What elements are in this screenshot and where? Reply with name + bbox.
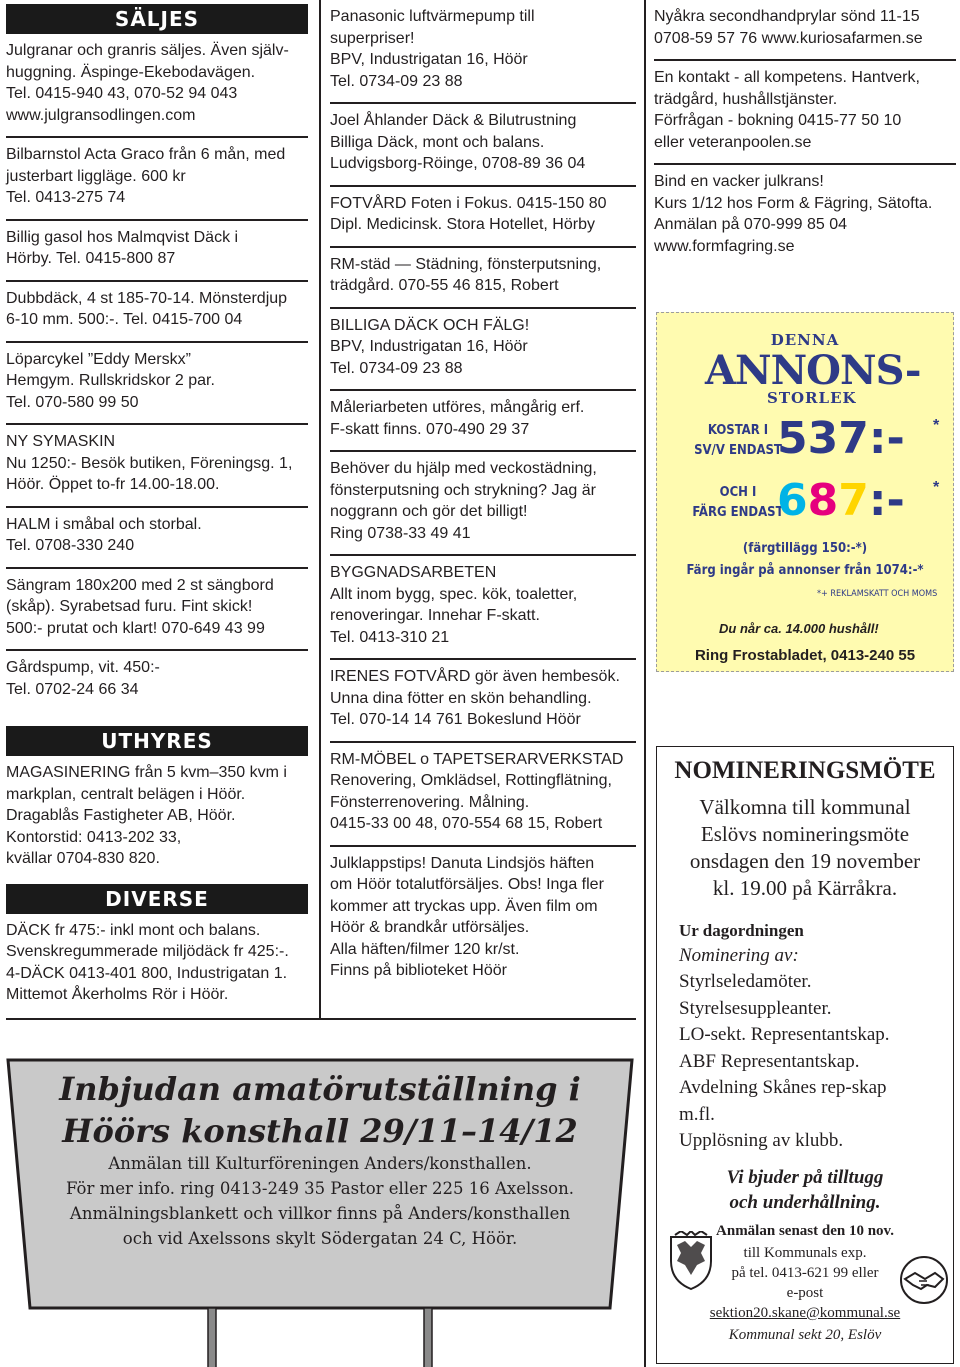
- column-middle: [330, 0, 636, 992]
- ad-text-line: (skåp). Syrabetsad furu. Fint skick!: [6, 598, 253, 615]
- ad-text-line: Tel. 0734-09 23 88: [330, 359, 463, 377]
- price-digit-magenta: 8: [807, 475, 839, 526]
- ad-text-line: Gårdspump, vit. 450:-: [6, 659, 160, 676]
- ad-text-line: RM-MÖBEL o TAPETSERARVERKSTAD: [330, 750, 624, 768]
- ad-text-line: Julgranar och granris säljes. Även själv-: [6, 42, 289, 59]
- bottom-rule-left: [6, 1018, 636, 1020]
- du-nar: Du når ca. 14.000 hushåll!: [719, 621, 879, 636]
- ad-text-line: BILLIGA DÄCK OCH FÄLG!: [330, 316, 530, 334]
- ad-text-line: Dipl. Medicinsk. Stora Hotellet, Hörby: [330, 216, 595, 233]
- fargtillagg: (färgtillägg 150:-*): [742, 541, 868, 556]
- ad-text-line: Svenskregummerade miljödäck fr 425:-.: [6, 943, 289, 960]
- ad-text-line: Panasonic luftvärmepump till: [330, 8, 535, 25]
- ad-text-line: Unna dina fötter en skön behandling.: [330, 689, 592, 707]
- text-line: ABF Representantskap.: [679, 1050, 860, 1072]
- column-divider: [319, 0, 321, 1020]
- classified-ad: [654, 61, 956, 165]
- ad-text-line: 0415-33 00 48, 070-554 68 15, Robert: [330, 815, 603, 832]
- ad-text-line: Alla häften/filmer 120 kr/st.: [330, 940, 520, 958]
- ad-text-line: Julklappstips! Danuta Lindsjös häften: [330, 854, 595, 872]
- price-digit-cyan: 6: [777, 475, 808, 526]
- anmalan-title: Anmälan senast den 10 nov.: [716, 1223, 894, 1239]
- ad-text-line: 4-DÄCK 0413-401 800, Industrigatan 1.: [6, 964, 288, 982]
- classified-ad: [330, 847, 636, 992]
- ad-text-line: Nu 1250:- Besök butiken, Föreningsg. 1,: [6, 454, 293, 472]
- classified-ad: [6, 508, 308, 569]
- ad-text-line: Hemgym. Rullskridskor 2 par.: [6, 372, 215, 389]
- text-line: Upplösning av klubb.: [679, 1130, 844, 1151]
- nominering-title: NOMINERINGSMÖTE: [674, 757, 936, 784]
- ad-text-line: Tel. 070-14 14 761 Bokeslund Höör: [330, 711, 581, 728]
- nominering-footer: Kommunal sekt 20, Eslöv: [728, 1327, 882, 1343]
- ad-text-line: DÄCK fr 475:- inkl mont och balans.: [6, 921, 261, 939]
- ad-text-line: IRENES FOTVÅRD gör även hembesök.: [330, 668, 620, 685]
- advert-size-box: [656, 312, 954, 672]
- annons-denna: DENNA: [770, 331, 840, 349]
- handshake-icon: [897, 1255, 951, 1305]
- price-color: [777, 475, 905, 526]
- ad-text-line: Joel Åhlander Däck & Bilutrustning: [330, 112, 577, 129]
- price-color-star: *: [933, 479, 940, 496]
- ad-text-line: Ring 0738-33 49 41: [330, 524, 471, 542]
- classified-ad: [330, 187, 636, 248]
- ad-text-line: BYGGNADSARBETEN: [330, 564, 497, 581]
- ad-text-line: HALM i småbal och storbal.: [6, 515, 202, 533]
- ad-text-line: Dubbdäck, 4 st 185-70-14. Mönsterdjup: [6, 289, 288, 307]
- ad-text-line: Höör & brandkår utförsäljes.: [330, 919, 530, 936]
- classified-ad: [330, 743, 636, 847]
- text-line: m.fl.: [679, 1103, 715, 1125]
- ad-text-line: markplan, centralt belägen i Höör.: [6, 785, 246, 803]
- ad-text-line: Anmälan på 070-999 85 04: [654, 216, 848, 233]
- text-line: Styrlseledamöter.: [679, 971, 812, 992]
- uthyres-header: UTHYRES: [6, 726, 308, 756]
- classified-ad: [6, 34, 308, 138]
- ad-text-line: Tel. 0734-09 23 88: [330, 72, 463, 90]
- price-bw-star: *: [933, 417, 940, 434]
- text-line: Välkomna till kommunal: [699, 795, 911, 819]
- classified-ad: [330, 0, 636, 104]
- ad-text-line: fönsterputsning och strykning? Jag är: [330, 481, 596, 499]
- kostar-line2: SV/V ENDAST: [694, 443, 782, 458]
- ad-text-line: trädgård. 070-55 46 815, Robert: [330, 277, 559, 294]
- ad-text-line: Finns på biblioteket Höör: [330, 962, 507, 979]
- ad-text-line: Allt inom bygg, spec. kök, toaletter,: [330, 585, 578, 603]
- ad-text-line: Mittemot Åkerholms Rör i Höör.: [6, 986, 229, 1003]
- ad-text-line: noggrann och gör det billigt!: [330, 503, 528, 520]
- ad-text-line: 6-10 mm. 500:-. Tel. 0415-700 04: [6, 311, 243, 328]
- annons-storlek: STORLEK: [767, 389, 857, 407]
- text-line: Vi bjuder på tilltugg: [726, 1167, 884, 1188]
- classified-ad: [330, 104, 636, 187]
- ad-text-line: 500:- prutat och klart! 070-649 43 99: [6, 619, 265, 637]
- text-line: och vid Axelssons skylt Södergatan 24 C, Höör.: [122, 1229, 518, 1248]
- ad-text-line: Tel. 0413-310 21: [330, 628, 450, 646]
- classified-ad: [330, 660, 636, 743]
- sign-title-line1: Inbjudan amatörutställning i: [59, 1070, 581, 1108]
- ad-text-line: Billig gasol hos Malmqvist Däck i: [6, 228, 239, 246]
- text-line: till Kommunals exp.: [743, 1245, 867, 1261]
- ad-text-line: Tel. 0708-330 240: [6, 537, 135, 554]
- ad-text-line: renoveringar. Innehar F-skatt.: [330, 607, 540, 624]
- classified-ad: [6, 651, 308, 710]
- price-color-suffix: :-: [868, 475, 905, 526]
- text-line: Anmälningsblankett och villkor finns på Anders/konsthallen: [69, 1204, 571, 1223]
- ad-text-line: om Höör totalutförsäljes. Obs! Inga fler: [330, 876, 604, 893]
- column-divider: [644, 0, 646, 1367]
- kostar-line1: KOSTAR I: [707, 423, 769, 438]
- anmalan-email[interactable]: sektion20.skane@kommunal.se: [709, 1305, 901, 1321]
- column-left: [6, 0, 308, 1016]
- text-line: kl. 19.00 på Kärråkra.: [712, 876, 898, 900]
- ad-text-line: superpriser!: [330, 29, 415, 47]
- diverse-header: DIVERSE: [6, 884, 308, 914]
- ad-text-line: Höör. Öppet to-fr 14.00-18.00.: [6, 476, 220, 493]
- text-line: För mer info. ring 0413-249 35 Pastor eller 225 16 Axelsson.: [65, 1179, 574, 1198]
- text-line: e-post: [786, 1285, 824, 1301]
- classified-ad: [6, 569, 308, 652]
- exhibition-sign: [0, 1030, 640, 1367]
- ad-text-line: Förfrågan - bokning 0415-77 50 10: [654, 112, 902, 129]
- ad-text-line: Nyåkra secondhandprylar sönd 11-15: [654, 8, 920, 25]
- price-bw: 537:-: [777, 413, 905, 464]
- classified-ad: [6, 343, 308, 426]
- och-line1: OCH I: [719, 485, 757, 500]
- ad-text-line: www.julgransodlingen.com: [6, 106, 196, 124]
- column-right: [654, 0, 956, 267]
- ad-text-line: Löparcykel ”Eddy Merskx”: [6, 350, 191, 368]
- ad-text-line: kvällar 0704-830 820.: [6, 850, 160, 867]
- sign-title-line2: Höörs konsthall 29/11–14/12: [62, 1112, 578, 1150]
- ad-text-line: Ludvigsborg-Röinge, 0708-89 36 04: [330, 155, 586, 172]
- ad-text-line: 0708-59 57 76 www.kuriosafarmen.se: [654, 29, 923, 47]
- classified-ad: [330, 556, 636, 660]
- classified-ad: [330, 248, 636, 309]
- ad-text-line: BPV, Industrigatan 16, Höör: [330, 338, 528, 355]
- classified-ad: [6, 756, 308, 880]
- classified-ad: [330, 309, 636, 392]
- classified-ad: [6, 221, 308, 282]
- ad-text-line: huggning. Äspinge-Ekebodavägen.: [6, 63, 256, 81]
- text-line: Styrelsesuppleanter.: [679, 997, 832, 1019]
- ad-text-line: En kontakt - all kompetens. Hantverk,: [654, 69, 920, 86]
- uthyres-ads: [6, 756, 308, 880]
- classified-ad: [330, 391, 636, 452]
- saljes-ads: [6, 34, 308, 710]
- ad-text-line: Fönsterrenovering. Målning.: [330, 793, 530, 811]
- ad-text-line: F-skatt finns. 070-490 29 37: [330, 420, 530, 438]
- text-line: och underhållning.: [729, 1192, 881, 1213]
- kommunal-emblem-icon: [665, 1231, 717, 1291]
- ad-text-line: Behöver du hjälp med veckostädning,: [330, 460, 597, 477]
- farg-ingar: Färg ingår på annonser från 1074:-*: [686, 563, 924, 578]
- saljes-header: SÄLJES: [6, 4, 308, 34]
- annons-title: ANNONS-: [705, 347, 921, 394]
- ad-text-line: Kontorstid: 0413-202 33,: [6, 828, 182, 846]
- och-line2: FÄRG ENDAST: [692, 505, 784, 520]
- ad-text-line: NY SYMASKIN: [6, 433, 116, 450]
- classified-ad: [6, 914, 308, 1016]
- ad-text-line: www.formfagring.se: [654, 237, 795, 255]
- agenda-sub: Nominering av:: [679, 945, 799, 966]
- ad-text-line: Tel. 070-580 99 50: [6, 393, 139, 411]
- ad-text-line: Sängram 180x200 med 2 st sängbord: [6, 576, 274, 594]
- col2-ads: [330, 0, 636, 992]
- ad-text-line: MAGASINERING från 5 kvm–350 kvm i: [6, 764, 287, 781]
- ad-text-line: Dragablås Fastigheter AB, Höör.: [6, 807, 236, 824]
- ad-text-line: Renovering, Omklädsel, Rottingflätning,: [330, 772, 612, 789]
- classified-ad: [330, 452, 636, 556]
- classified-ad: [654, 0, 956, 61]
- reklamskatt: *+ REKLAMSKATT OCH MOMS: [817, 589, 938, 599]
- ad-text-line: Bilbarnstol Acta Graco från 6 mån, med: [6, 146, 286, 163]
- col3-ads: [654, 0, 956, 267]
- ad-text-line: BPV, Industrigatan 16, Höör: [330, 51, 528, 68]
- ad-text-line: justerbart liggläge. 600 kr: [6, 167, 186, 185]
- ad-text-line: Tel. 0415-940 43, 070-52 94 043: [6, 85, 238, 102]
- agenda-title: Ur dagordningen: [679, 921, 804, 940]
- ad-text-line: FOTVÅRD Foten i Fokus. 0415-150 80: [330, 194, 607, 212]
- text-line: på tel. 0413-621 99 eller: [731, 1265, 879, 1281]
- text-line: LO-sekt. Representantskap.: [679, 1024, 890, 1045]
- nominering-box: [656, 746, 954, 1364]
- ad-text-line: Bind en vacker julkrans!: [654, 173, 824, 190]
- classified-ad: [6, 138, 308, 221]
- text-line: Avdelning Skånes rep-skap: [679, 1077, 887, 1098]
- classified-ad: [6, 282, 308, 343]
- ad-text-line: kommer att tryckas upp. Även film om: [330, 897, 598, 915]
- diverse-ads: [6, 914, 308, 1016]
- ad-text-line: Billiga Däck, mont och balans.: [330, 133, 545, 151]
- ad-text-line: Tel. 0413-275 74: [6, 189, 126, 206]
- ad-text-line: trädgård, hushållstjänster.: [654, 90, 838, 108]
- ad-text-line: RM-städ — Städning, fönsterputsning,: [330, 255, 602, 273]
- classified-ad: [6, 425, 308, 508]
- text-line: onsdagen den 19 november: [689, 849, 921, 873]
- ad-text-line: Tel. 0702-24 66 34: [6, 680, 139, 698]
- ad-text-line: Måleriarbeten utföres, mångårig erf.: [330, 399, 585, 416]
- ad-text-line: eller veteranpoolen.se: [654, 133, 812, 151]
- text-line: Anmälan till Kulturföreningen Anders/konsthallen.: [108, 1154, 532, 1173]
- text-line: Eslövs nomineringsmöte: [700, 822, 910, 846]
- classified-ad: [654, 165, 956, 267]
- ad-text-line: Kurs 1/12 hos Form & Fägring, Sätofta.: [654, 194, 933, 212]
- price-digit-yellow: 7: [838, 475, 869, 526]
- ad-text-line: Hörby. Tel. 0415-800 87: [6, 250, 176, 267]
- ring-frostabladet: Ring Frostabladet, 0413-240 55: [694, 647, 916, 664]
